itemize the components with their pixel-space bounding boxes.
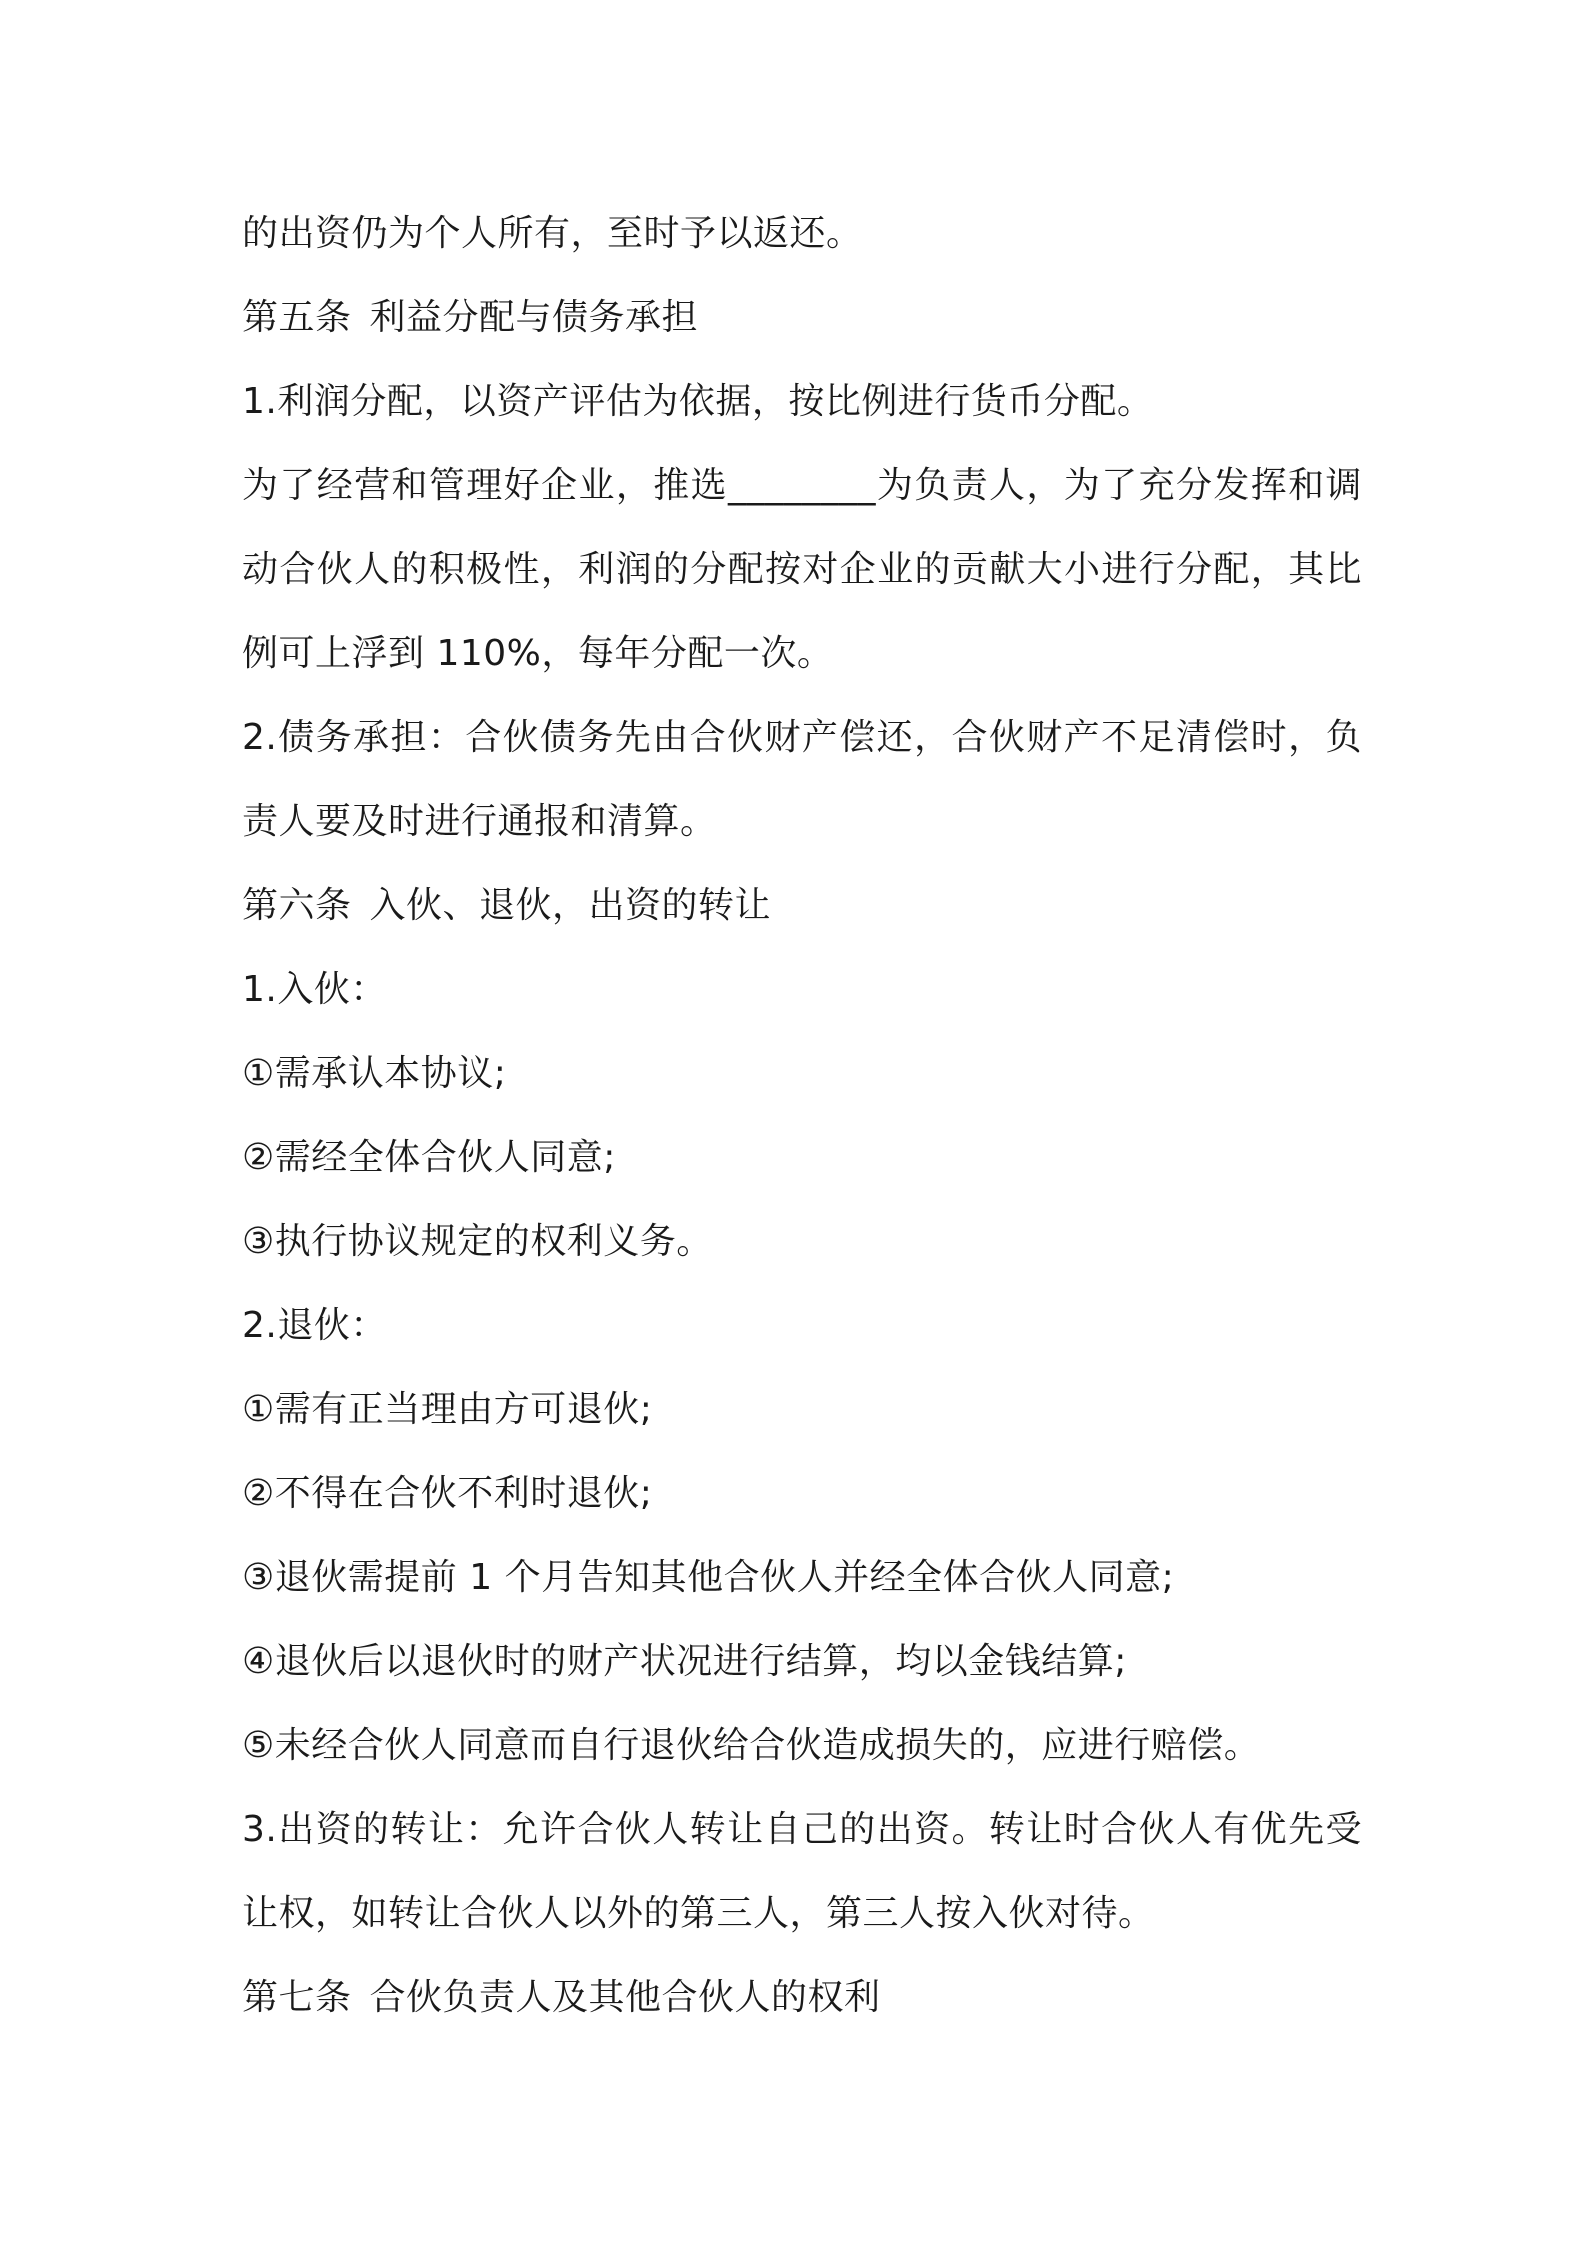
paragraph-profit-distribution: 1.利润分配，以资产评估为依据，按比例进行货币分配。 <box>242 381 1154 422</box>
list-item: ③退伙需提前 1 个月告知其他合伙人并经全体合伙人同意; <box>242 1557 1175 1598</box>
list-item: ②需经全体合伙人同意; <box>242 1137 616 1178</box>
article-title: 入伙、退伙，出资的转让 <box>369 885 772 926</box>
article-number: 第七条 <box>242 1977 352 2018</box>
heading-article-6 <box>242 864 1362 948</box>
list-item: ①需承认本协议; <box>242 1053 507 1094</box>
paragraph-joining: 1.入伙： <box>242 969 387 1010</box>
list-item: ③执行协议规定的权利义务。 <box>242 1221 713 1262</box>
list-item: ②不得在合伙不利时退伙; <box>242 1473 653 1514</box>
article-title: 合伙负责人及其他合伙人的权利 <box>369 1977 881 2018</box>
paragraph-responsible-person: 为了经营和管理好企业，推选________为负责人，为了充分发挥和调动合伙人的积极性，利润的分配按对企业的贡献大小进行分配，其比例可上浮到 110%，每年分配一次。 <box>242 465 1362 674</box>
paragraph-contribution-return: 的出资仍为个人所有，至时予以返还。 <box>242 213 863 254</box>
heading-article-7 <box>242 1956 1362 2040</box>
paragraph-withdrawal: 2.退伙： <box>242 1305 387 1346</box>
heading-article-5 <box>242 276 1362 360</box>
document-body <box>242 192 1362 2040</box>
paragraph-contribution-transfer: 3.出资的转让：允许合伙人转让自己的出资。转让时合伙人有优先受让权，如转让合伙人以外的第三人，第三人按入伙对待。 <box>242 1809 1362 1934</box>
article-number: 第五条 <box>242 297 352 338</box>
list-item: ①需有正当理由方可退伙; <box>242 1389 653 1430</box>
article-number: 第六条 <box>242 885 352 926</box>
paragraph-debt-bearing: 2.债务承担：合伙债务先由合伙财产偿还，合伙财产不足清偿时，负责人要及时进行通报和清算。 <box>242 717 1362 842</box>
list-item: ④退伙后以退伙时的财产状况进行结算，均以金钱结算; <box>242 1641 1127 1682</box>
list-item: ⑤未经合伙人同意而自行退伙给合伙造成损失的，应进行赔偿。 <box>242 1725 1261 1766</box>
article-title: 利益分配与债务承担 <box>369 297 699 338</box>
